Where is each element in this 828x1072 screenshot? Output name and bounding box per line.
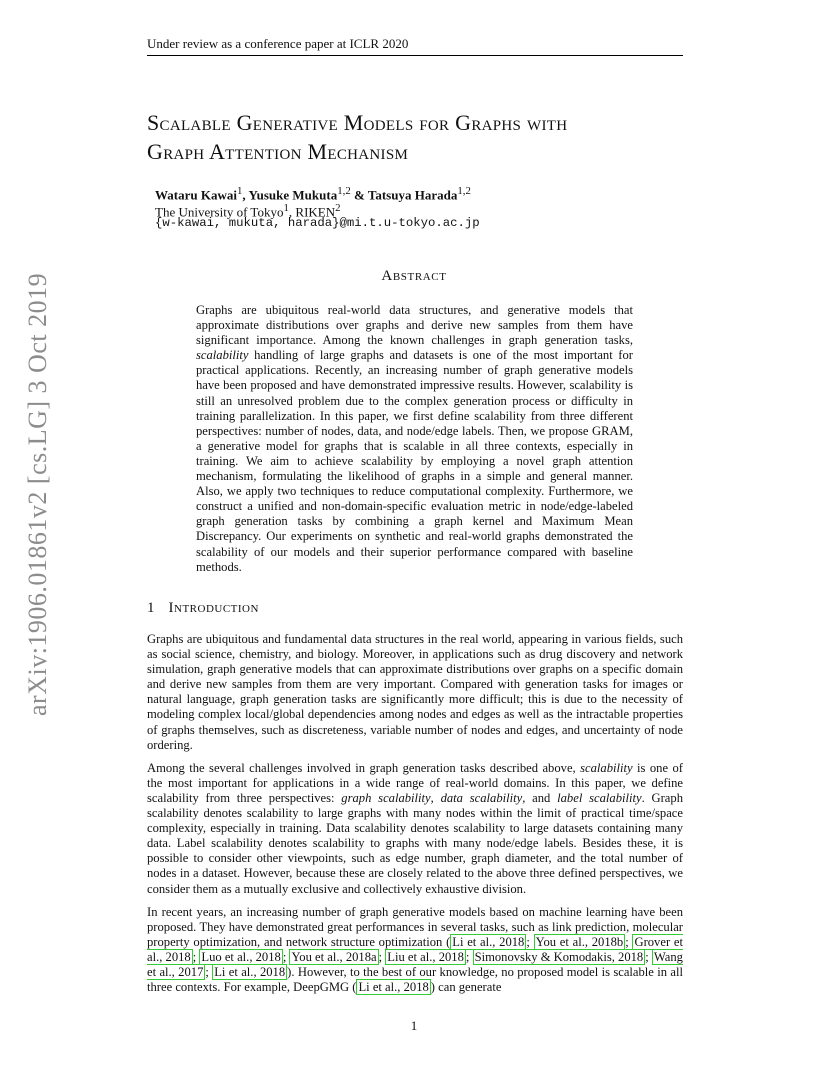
affiliation-1-sup: 1 — [283, 202, 289, 214]
paragraph-2 — [147, 761, 683, 897]
paragraph-1: Graphs are ubiquitous and fundamental data structures in the real world, appearing in various fields, such as social science, chemistry, and biology. Moreover, in applications such as drug discovery and network simulation, graph generative models that can approximate distributions over graphs on a specific domain and derive new samples from them are very important. Compared with generation tasks for images or natural language, graph generation tasks are significantly more difficult; this is due to the necessity of modeling complex local/global dependencies among nodes and edges as well as the intractable properties of graphs themselves, such as discreteness, variable number of nodes and edges, and uncertainty of node ordering. — [147, 632, 683, 752]
paper-title — [147, 108, 707, 166]
affiliation-1: The University of Tokyo — [155, 204, 284, 220]
body-text — [147, 632, 683, 1003]
p3-text-2: ). However, to the best of our knowledge, no proposed model is scalable in all three contexts. For example, DeepGMG ( — [147, 964, 683, 995]
abstract-emphasis: scalability — [196, 348, 249, 363]
p3-sep: ; — [192, 949, 200, 964]
p2-emphasis-2: graph scalability — [341, 790, 431, 805]
author-sep-2: & — [350, 187, 368, 203]
author-1-sup: 1 — [236, 185, 243, 197]
p3-sep: ; — [282, 949, 290, 964]
author-sep-1: , — [242, 187, 249, 203]
title-line-1: Scalable Generative Models for Graphs with — [147, 110, 568, 135]
p2-emphasis-1: scalability — [580, 760, 633, 775]
citation-link[interactable]: Simonovsky & Komodakis, 2018 — [474, 949, 644, 964]
author-3-sup: 1,2 — [457, 185, 471, 197]
citation-link[interactable]: Luo et al., 2018 — [201, 949, 281, 964]
p2-text-4: , and — [522, 790, 558, 805]
p2-text-5: . Graph scalability denotes scalability to large graphs with many nodes within the limit of practical time/space complexity, especially in training. Data scalability denotes scalability to large datasets containing many data. Label scalability denotes scalability to graphs with many node/edge labels. Besides these, it is possible to consider other viewpoints, such as edge number, graph diameter, and the total number of nodes in a dataset. However, because these are closely related to the above three defined perspectives, we consider them as a mutually exclusive and collectively exhaustive division. — [147, 790, 683, 896]
citation-link[interactable]: Li et al., 2018 — [452, 934, 525, 949]
section-heading — [147, 600, 259, 617]
author-1: Wataru Kawai — [155, 187, 237, 203]
citation-link[interactable]: Li et al., 2018 — [214, 964, 286, 979]
p3-sep: ; — [526, 934, 534, 949]
citation-link[interactable]: Grover et al., 2018 — [147, 934, 683, 964]
citation-link[interactable]: You et al., 2018b — [535, 934, 624, 949]
author-2: Yusuke Mukuta — [248, 187, 338, 203]
p3-text-3: ) can generate — [430, 980, 502, 995]
abstract-text — [196, 303, 633, 575]
p2-emphasis-3: data scalability — [440, 790, 523, 805]
author-3: Tatsuya Harada — [367, 187, 458, 203]
affiliation-2: RIKEN — [295, 204, 336, 220]
p2-emphasis-4: label scalability — [557, 790, 642, 805]
abstract-heading: Abstract — [381, 268, 447, 284]
p3-sep: ; — [645, 949, 652, 964]
arxiv-side-label: arXiv:1906.01861v2 [cs.LG] 3 Oct 2019 — [23, 272, 52, 716]
citation-link[interactable]: You et al., 2018a — [291, 949, 377, 964]
affiliation-sep: , — [288, 204, 296, 220]
title-line-2: Graph Attention Mechanism — [147, 139, 409, 164]
abstract-part-1: Graphs are ubiquitous real-world data structures, and generative models that approximate distributions over graphs and derive new samples from them have significant importance. Among the known challenges in graph generation tasks, — [196, 303, 633, 348]
section-number: 1 — [147, 600, 155, 616]
running-header: Under review as a conference paper at ICLR 2020 — [147, 36, 409, 51]
p2-text-1: Among the several challenges involved in graph generation tasks described above, — [147, 760, 581, 775]
p3-sep: ; — [465, 949, 473, 964]
page-number: 1 — [410, 1018, 418, 1033]
citation-link[interactable]: Li et al., 2018 — [358, 980, 429, 995]
paragraph-3 — [147, 905, 683, 996]
header-rule — [147, 55, 683, 56]
author-email: {w-kawai, mukuta, harada}@mi.t.u-tokyo.ac.jp — [155, 216, 480, 230]
p2-text-3: , — [430, 790, 441, 805]
p3-sep: ; — [625, 934, 633, 949]
citation-link[interactable]: Wang et al., 2017 — [147, 949, 683, 979]
p3-text-1: In recent years, an increasing number of graph generative models based on machine learning have been proposed. They have demonstrated great performances in several tasks, such as link prediction, molecular property optimization, and network structure optimization ( — [147, 904, 683, 949]
abstract-part-2: handling of large graphs and datasets is one of the most important for practical applications. Recently, an increasing number of graph generative models have been proposed and have demonstrated impressive results. However, scalability is still an unresolved problem due to the complex generation process or difficulty in training parallelization. In this paper, we first define scalability from three different perspectives: number of nodes, data, and node/edge labels. Then, we propose GRAM, a generative model for graphs that is scalable in all three contexts, especially in training. We aim to achieve scalability by employing a novel graph attention mechanism, formulating the likelihood of graphs in a simple and general manner. Also, we apply two techniques to reduce computational complexity. Furthermore, we construct a unified and non-domain-specific evaluation metric in node/edge-labeled graph generation tasks by combining a graph kernel and Maximum Mean Discrepancy. Our experiments on synthetic and real-world graphs demonstrated the scalability of our models and their superior performance compared with baseline methods. — [196, 348, 633, 574]
citation-link[interactable]: Liu et al., 2018 — [387, 949, 464, 964]
p3-sep: ; — [205, 964, 213, 979]
author-2-sup: 1,2 — [337, 185, 351, 197]
section-title: Introduction — [168, 600, 259, 616]
p2-text-2: is one of the most important for applications in a wide range of real-world domains. In this paper, we define scalability from three perspectives: — [147, 760, 683, 805]
p3-sep: ; — [378, 949, 386, 964]
affiliation-2-sup: 2 — [335, 202, 341, 214]
